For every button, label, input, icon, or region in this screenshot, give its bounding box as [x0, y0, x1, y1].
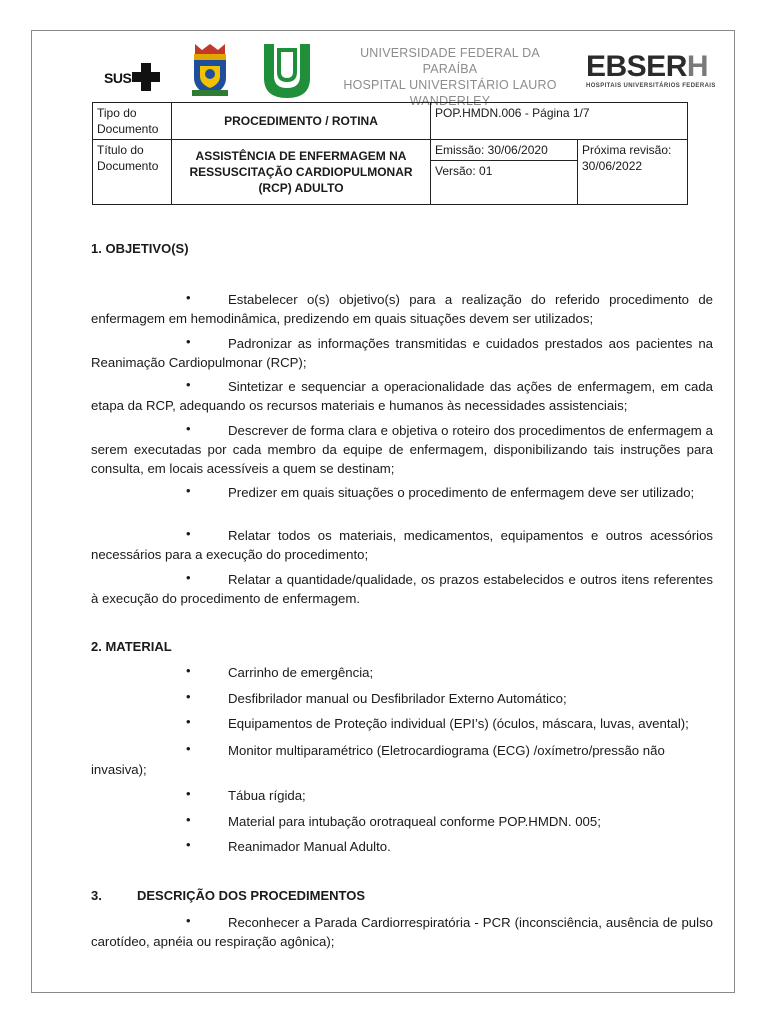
emissao-date: Emissão: 30/06/2020 [431, 140, 578, 161]
ebserh-subtitle: HOSPITAIS UNIVERSITÁRIOS FEDERAIS [586, 83, 716, 89]
bullet-icon: • [186, 689, 191, 704]
list-item: Predizer em quais situações o procedimento de enfermagem deve ser utilizado; [228, 485, 695, 500]
section-objetivos-heading: 1. OBJETIVO(S) [91, 241, 189, 256]
sus-label: SUS [104, 70, 132, 86]
proxima-revisao [578, 140, 688, 205]
list-item: Relatar todos os materiais, medicamentos, equipamentos e outros acessórios necessários para a execução do procedimento; [91, 528, 713, 562]
list-item: Sintetizar e sequenciar a operacionalidade das ações de enfermagem, em cada etapa da RCP, adequando os recursos materiais e humanos às necessidades assistenciais; [91, 379, 713, 413]
university-line-2: HOSPITAL UNIVERSITÁRIO LAURO [343, 78, 557, 92]
list-item: Carrinho de emergência; [228, 665, 374, 680]
list-item: Equipamentos de Proteção individual (EPI’s) (óculos, máscara, luvas, avental); [228, 716, 689, 731]
list-item-continuation: invasiva); [91, 762, 147, 777]
tipo-label: Tipo do Documento [93, 103, 172, 140]
list-item: Reconhecer a Parada Cardiorrespiratória - PCR (inconsciência, ausência de pulso carotídeo, apnéia ou respiração agônica); [91, 915, 713, 949]
bullet-icon: • [186, 837, 191, 852]
bullet-icon: • [186, 741, 191, 756]
hu-logo-icon [262, 42, 312, 100]
sus-logo [104, 63, 162, 91]
bullet-icon: • [186, 714, 191, 729]
list-item: Desfibrilador manual ou Desfibrilador Externo Automático; [228, 691, 567, 706]
list-item: Reanimador Manual Adulto. [228, 839, 391, 854]
bullet-icon: • [186, 570, 191, 585]
document-info-table [92, 102, 688, 205]
tipo-value: PROCEDIMENTO / ROTINA [172, 103, 431, 140]
university-title [335, 45, 565, 109]
bullet-icon: • [186, 377, 191, 392]
versao: Versão: 01 [431, 161, 578, 205]
ebserh-logo [586, 52, 720, 89]
titulo-label: Título do Documento [93, 140, 172, 205]
bullet-icon: • [186, 913, 191, 928]
bullet-icon: • [186, 334, 191, 349]
list-item: Tábua rígida; [228, 788, 306, 803]
list-item: Monitor multiparamétrico (Eletrocardiograma (ECG) /oxímetro/pressão não [228, 743, 665, 758]
bullet-icon: • [186, 290, 191, 305]
list-item: Relatar a quantidade/qualidade, os prazos estabelecidos e outros itens referentes à execução do procedimento de enfermagem. [91, 572, 713, 606]
titulo-value: ASSISTÊNCIA DE ENFERMAGEM NA RESSUSCITAÇÃO CARDIOPULMONAR (RCP) ADULTO [172, 140, 431, 205]
bullet-icon: • [186, 483, 191, 498]
list-item: Descrever de forma clara e objetiva o roteiro dos procedimentos de enfermagem a serem executadas por cada membro da equipe de enfermagem, disponibilizando tais instruções para consulta, em locais acessíveis a quem se destinam; [91, 423, 713, 476]
list-item: Estabelecer o(s) objetivo(s) para a realização do referido procedimento de enfermagem em hemodinâmica, predizendo em quais situações devem ser utilizados; [91, 292, 713, 326]
list-item: Material para intubação orotraqueal conforme POP.HMDN. 005; [228, 814, 601, 829]
list-item: Padronizar as informações transmitidas e cuidados prestados aos pacientes na Reanimação Cardiopulmonar (RCP); [91, 336, 713, 370]
proxima-label: Próxima revisão: [582, 143, 672, 157]
sus-cross-icon [132, 63, 160, 91]
university-line-3: WANDERLEY [409, 94, 491, 108]
university-line-1: UNIVERSIDADE FEDERAL DA PARAÍBA [360, 46, 540, 76]
bullet-icon: • [186, 812, 191, 827]
section-procedimentos-heading: DESCRIÇÃO DOS PROCEDIMENTOS [137, 888, 366, 903]
bullet-icon: • [186, 786, 191, 801]
section-number: 3. [91, 888, 102, 903]
bullet-icon: • [186, 526, 191, 541]
bullet-icon: • [186, 663, 191, 678]
bullet-icon: • [186, 421, 191, 436]
proxima-date: 30/06/2022 [582, 159, 643, 173]
ebserh-wordmark: EBSERH [586, 50, 709, 83]
section-material-heading: 2. MATERIAL [91, 639, 172, 654]
university-crest-icon [190, 42, 230, 98]
document-code: POP.HMDN.006 - Página 1/7 [431, 103, 688, 140]
